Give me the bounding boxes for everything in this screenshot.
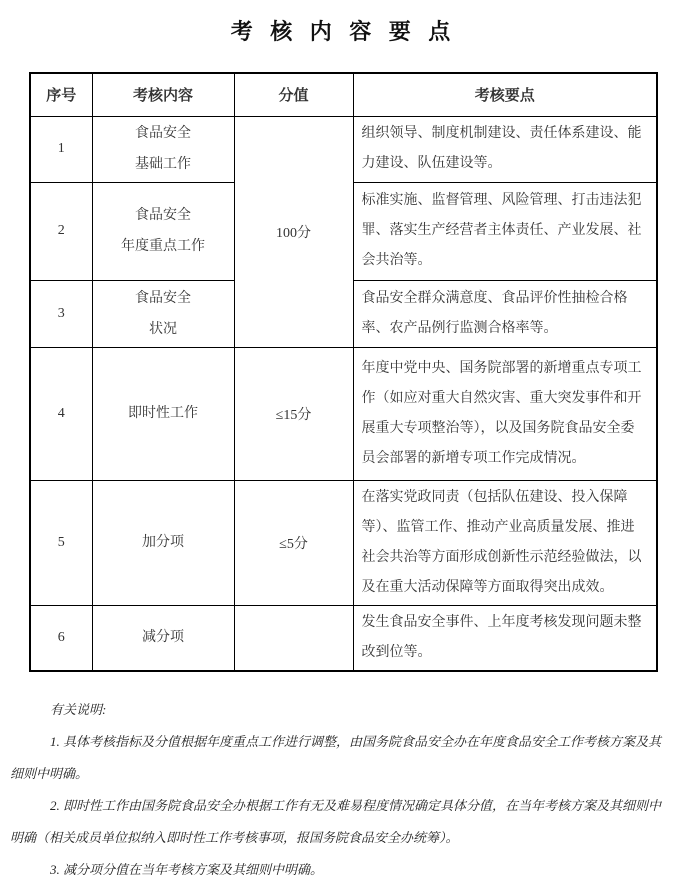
header-assessment-points: 考核要点 (353, 73, 657, 116)
cell-assessment-content (92, 116, 234, 182)
cell-assessment-content (92, 347, 234, 480)
header-score-value: 分值 (234, 73, 353, 116)
cell-assessment-content (92, 480, 234, 605)
content-line: 减分项 (142, 630, 184, 645)
content-line: 年度重点工作 (121, 239, 205, 254)
cell-assessment-content (92, 605, 234, 671)
header-serial-number: 序号 (30, 73, 92, 116)
cell-serial-number: 1 (30, 116, 92, 182)
table-header-row (30, 73, 657, 116)
cell-assessment-points: 标准实施、监督管理、风险管理、打击违法犯罪、落实生产经营者主体责任、产业发展、社会共治等。 (353, 182, 657, 280)
cell-assessment-content (92, 182, 234, 280)
content-line: 状况 (149, 321, 177, 337)
page-title: 考 核 内 容 要 点 (230, 19, 457, 44)
cell-serial-number: 4 (30, 347, 92, 480)
table-row (30, 347, 657, 480)
notes-heading: 有关说明: (50, 701, 107, 717)
note-item-1: 1. 具体考核指标及分值根据年度重点工作进行调整，由国务院食品安全办在年度食品安全工作考核方案及其细则中明确。 (10, 733, 662, 781)
cell-score: ≤5分 (234, 480, 353, 605)
cell-serial-number: 5 (30, 480, 92, 605)
table-row (30, 605, 657, 671)
cell-score: ≤15分 (234, 347, 353, 480)
cell-serial-number: 3 (30, 280, 92, 347)
cell-assessment-content (92, 280, 234, 347)
cell-serial-number: 6 (30, 605, 92, 671)
note-item-2: 2. 即时性工作由国务院食品安全办根据工作有无及难易程度情况确定具体分值，在当年考核方案及其细则中明确（相关成员单位拟纳入即时性工作考核事项，报国务院食品安全办统筹）。 (10, 797, 662, 845)
content-line: 基础工作 (135, 157, 191, 172)
note-item-3: 3. 减分项分值在当年考核方案及其细则中明确。 (50, 861, 324, 877)
cell-assessment-points: 年度中党中央、国务院部署的新增重点专项工作（如应对重大自然灾害、重大突发事件和开展重大专项整治等），以及国务院食品安全委员会部署的新增专项工作完成情况。 (353, 347, 657, 480)
content-line: 食品安全 (135, 126, 191, 141)
assessment-table (29, 72, 658, 672)
cell-score-merged: 100分 (234, 116, 353, 347)
cell-assessment-points: 发生食品安全事件、上年度考核发现问题未整改到位等。 (353, 605, 657, 671)
content-line: 加分项 (142, 535, 184, 550)
cell-assessment-points: 在落实党政同责（包括队伍建设、投入保障等）、监管工作、推动产业高质量发展、推进社会共治等方面形成创新性示范经验做法，以及在重大活动保障等方面取得突出成效。 (353, 480, 657, 605)
notes-section (10, 694, 669, 886)
content-line: 即时性工作 (128, 406, 198, 421)
cell-assessment-points: 食品安全群众满意度、食品评价性抽检合格率、农产品例行监测合格率等。 (353, 280, 657, 347)
content-line: 食品安全 (135, 208, 191, 223)
content-line: 食品安全 (135, 290, 191, 306)
cell-serial-number: 2 (30, 182, 92, 280)
table-row (30, 480, 657, 605)
table-row (30, 116, 657, 182)
header-assessment-content: 考核内容 (92, 73, 234, 116)
cell-assessment-points: 组织领导、制度机制建设、责任体系建设、能力建设、队伍建设等。 (353, 116, 657, 182)
cell-score-empty (234, 605, 353, 671)
